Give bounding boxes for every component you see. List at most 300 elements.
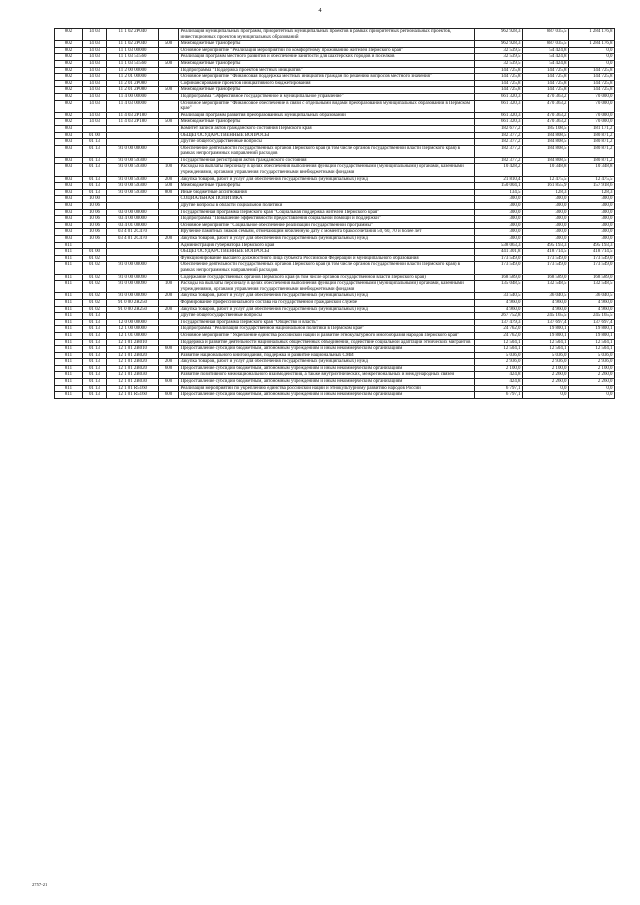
amount-year2-cell: 245 165,5 <box>523 313 569 320</box>
amount-year1-cell: 267 752,8 <box>475 313 523 320</box>
table-row <box>55 319 615 326</box>
table-row <box>55 262 615 274</box>
article-cell: 11 4 03 2P180 <box>107 112 159 119</box>
admin-code-cell: 811 <box>55 319 83 326</box>
description-cell: Межбюджетные трансферты <box>179 119 475 126</box>
expense-type-cell <box>159 47 179 54</box>
amount-year2-cell: 0,0 <box>523 392 569 399</box>
description-cell: ОБЩЕГОСУДАРСТВЕННЫЕ ВОПРОСЫ <box>179 132 475 139</box>
amount-year2-cell: 128,3 <box>523 189 569 196</box>
section-cell: 01 13 <box>83 339 107 346</box>
amount-year1-cell: 32 539,5 <box>475 54 523 61</box>
amount-year1-cell: 2 100,0 <box>475 365 523 372</box>
article-cell: 11 1 03 51560 <box>107 60 159 67</box>
amount-year1-cell: 10 428,2 <box>475 164 523 176</box>
amount-year3-cell: 70 000,0 <box>569 93 615 100</box>
description-cell: Подпрограмма "Реализация государственной национальной политики в Пермском крае" <box>179 326 475 333</box>
description-cell: Обеспечение деятельности государственных органов Пермского края (в том числе органов государственной власти Пермского края) в рамках непрограммных направлений расходов <box>179 145 475 157</box>
description-cell: Подпрограмма "Поддержка проектов местных инициатив" <box>179 67 475 74</box>
description-cell: ОБЩЕГОСУДАРСТВЕННЫЕ ВОПРОСЫ <box>179 249 475 256</box>
expense-type-cell <box>159 74 179 81</box>
description-cell: Реализация муниципальных программ, приоритетных муниципальных проектов в рамках приоритетных региональных проектов, инвестиционных проектов муниципальных образований <box>179 29 475 41</box>
admin-code-cell: 811 <box>55 255 83 262</box>
admin-code-cell: 811 <box>55 332 83 339</box>
amount-year2-cell: 168 589,0 <box>523 274 569 281</box>
table-row <box>55 80 615 87</box>
section-cell: 01 13 <box>83 157 107 164</box>
table-row <box>55 332 615 339</box>
admin-code-cell: 803 <box>55 157 83 164</box>
expense-type-cell <box>159 332 179 339</box>
article-cell: 91 0 00 59300 <box>107 176 159 183</box>
amount-year3-cell: 1 284 176,8 <box>569 29 615 41</box>
table-row <box>55 326 615 333</box>
amount-year3-cell: 300,0 <box>569 203 615 210</box>
expense-type-cell: 500 <box>159 60 179 67</box>
amount-year1-cell: 424,8 <box>475 372 523 379</box>
admin-code-cell: 811 <box>55 352 83 359</box>
table-row <box>55 281 615 293</box>
admin-code-cell: 803 <box>55 183 83 190</box>
admin-code-cell: 803 <box>55 145 83 157</box>
table-row <box>55 47 615 54</box>
article-cell: 12 1 00 00000 <box>107 326 159 333</box>
article-cell: 91 0 00 00000 <box>107 145 159 157</box>
admin-code-cell: 811 <box>55 379 83 386</box>
admin-code-cell: 803 <box>55 132 83 139</box>
amount-year3-cell: 300,0 <box>569 209 615 216</box>
description-cell: Вручение памятных знаков семьям, отмечающим юбилейную дату с момента бракосочетания 50, 60, 70 и более лет <box>179 229 475 236</box>
amount-year1-cell: 182 377,2 <box>475 139 523 146</box>
amount-year3-cell: 12 504,1 <box>569 346 615 353</box>
table-row <box>55 119 615 126</box>
amount-year3-cell: 19 800,1 <box>569 326 615 333</box>
article-cell: 91 0 00 00000 <box>107 262 159 274</box>
expense-type-cell <box>159 242 179 249</box>
amount-year3-cell: 181 171,2 <box>569 125 615 132</box>
description-cell: Комитет записи актов гражданского состояния Пермского края <box>179 125 475 132</box>
expense-type-cell: 200 <box>159 306 179 313</box>
amount-year2-cell: 132 548,5 <box>523 281 569 293</box>
amount-year3-cell: 144 725,8 <box>569 80 615 87</box>
amount-year2-cell: 144 725,8 <box>523 67 569 74</box>
amount-year3-cell: 19 800,1 <box>569 332 615 339</box>
table-row <box>55 145 615 157</box>
admin-code-cell: 811 <box>55 365 83 372</box>
amount-year1-cell: 168 589,0 <box>475 274 523 281</box>
table-row <box>55 222 615 229</box>
article-cell: 12 1 01 2B030 <box>107 372 159 379</box>
admin-code-cell: 811 <box>55 385 83 392</box>
description-cell: Администрация губернатора Пермского края <box>179 242 475 249</box>
amount-year1-cell: 182 377,2 <box>475 157 523 164</box>
amount-year3-cell: 0,0 <box>569 392 615 399</box>
article-cell: 11 1 02 2P040 <box>107 41 159 48</box>
description-cell: Закупка товаров, работ и услуг для обеспечения государственных (муниципальных) нужд <box>179 176 475 183</box>
admin-code-cell: 811 <box>55 249 83 256</box>
amount-year2-cell: 173 549,0 <box>523 262 569 274</box>
expense-type-cell: 200 <box>159 359 179 366</box>
amount-year1-cell: 300,0 <box>475 229 523 236</box>
budget-table <box>54 28 615 399</box>
amount-year3-cell: 2 260,0 <box>569 379 615 386</box>
table-row <box>55 189 615 196</box>
article-cell: 11 1 03 51560 <box>107 54 159 61</box>
amount-year1-cell: 2 936,0 <box>475 359 523 366</box>
description-cell: Другие общегосударственные вопросы <box>179 139 475 146</box>
section-cell: 10 06 <box>83 236 107 243</box>
admin-code-cell: 811 <box>55 306 83 313</box>
table-row <box>55 339 615 346</box>
section-cell: 01 13 <box>83 385 107 392</box>
amount-year1-cell: 962 928,3 <box>475 41 523 48</box>
article-cell <box>107 242 159 249</box>
description-cell: Закупка товаров, работ и услуг для обеспечения государственных (муниципальных) нужд <box>179 306 475 313</box>
amount-year1-cell: 173 549,0 <box>475 255 523 262</box>
expense-type-cell <box>159 145 179 157</box>
amount-year1-cell: 12 504,1 <box>475 346 523 353</box>
section-cell: 01 00 <box>83 249 107 256</box>
amount-year3-cell: 70 000,0 <box>569 112 615 119</box>
admin-code-cell: 811 <box>55 372 83 379</box>
description-cell: Подпрограмма "Повышение эффективности предоставления социальной помощи и поддержки" <box>179 216 475 223</box>
amount-year2-cell: 4 960,0 <box>523 299 569 306</box>
expense-type-cell: 200 <box>159 176 179 183</box>
table-row <box>55 385 615 392</box>
table-row <box>55 346 615 353</box>
article-cell <box>107 255 159 262</box>
amount-year1-cell: 135 048,5 <box>475 281 523 293</box>
expense-type-cell <box>159 262 179 274</box>
amount-year2-cell: 12 504,1 <box>523 339 569 346</box>
amount-year2-cell: 300,0 <box>523 196 569 203</box>
description-cell: Межбюджетные трансферты <box>179 41 475 48</box>
amount-year3-cell: 2 100,0 <box>569 365 615 372</box>
expense-type-cell <box>159 54 179 61</box>
section-cell: 01 02 <box>83 274 107 281</box>
amount-year3-cell: 173 549,0 <box>569 255 615 262</box>
amount-year1-cell: 12 504,1 <box>475 339 523 346</box>
expense-type-cell <box>159 203 179 210</box>
amount-year3-cell: 0,0 <box>569 47 615 54</box>
section-cell: 14 03 <box>83 87 107 94</box>
table-row <box>55 274 615 281</box>
expense-type-cell <box>159 299 179 306</box>
article-cell: 11 1 02 2P040 <box>107 29 159 41</box>
admin-code-cell: 803 <box>55 176 83 183</box>
expense-type-cell: 200 <box>159 236 179 243</box>
amount-year2-cell: 300,0 <box>523 203 569 210</box>
section-cell: 01 13 <box>83 365 107 372</box>
amount-year2-cell: 300,0 <box>523 216 569 223</box>
article-cell: 11 1 03 00000 <box>107 47 159 54</box>
amount-year1-cell: 32 539,5 <box>475 47 523 54</box>
description-cell: Обеспечение деятельности государственных органов Пермского края (в том числе органов государственной власти Пермского края) в рамках непрограммных направлений расходов <box>179 262 475 274</box>
section-cell: 01 13 <box>83 332 107 339</box>
table-row <box>55 93 615 100</box>
table-row <box>55 87 615 94</box>
expense-type-cell: 600 <box>159 379 179 386</box>
section-cell: 14 03 <box>83 119 107 126</box>
section-cell: 14 03 <box>83 100 107 112</box>
description-cell: Межбюджетные трансферты <box>179 60 475 67</box>
amount-year3-cell: 70 000,0 <box>569 119 615 126</box>
admin-code-cell: 803 <box>55 125 83 132</box>
amount-year3-cell: 144 725,8 <box>569 67 615 74</box>
amount-year1-cell: 144 725,8 <box>475 67 523 74</box>
amount-year3-cell: 300,0 <box>569 236 615 243</box>
expense-type-cell <box>159 209 179 216</box>
article-cell: 11 4 00 00000 <box>107 93 159 100</box>
table-row <box>55 164 615 176</box>
amount-year1-cell: 150 004,1 <box>475 183 523 190</box>
expense-type-cell: 800 <box>159 189 179 196</box>
amount-year1-cell: 32 539,5 <box>475 60 523 67</box>
amount-year1-cell: 300,0 <box>475 236 523 243</box>
table-row <box>55 74 615 81</box>
amount-year3-cell: 180 871,2 <box>569 157 615 164</box>
admin-code-cell: 803 <box>55 164 83 176</box>
article-cell: 11 2 01 2P080 <box>107 87 159 94</box>
section-cell: 14 03 <box>83 29 107 41</box>
description-cell: Основное мероприятие "Финансовая поддержка местных инициатив граждан по решению вопросов местного значения" <box>179 74 475 81</box>
article-cell: 91 0 00 2R250 <box>107 299 159 306</box>
amount-year1-cell: 144 725,8 <box>475 74 523 81</box>
table-row <box>55 372 615 379</box>
article-cell: 03 4 00 00000 <box>107 216 159 223</box>
amount-year1-cell: 300,0 <box>475 222 523 229</box>
amount-year1-cell: 300,0 <box>475 216 523 223</box>
expense-type-cell <box>159 255 179 262</box>
section-cell: 01 13 <box>83 183 107 190</box>
amount-year2-cell: 12 504,1 <box>523 346 569 353</box>
description-cell: Реализация мероприятий по укреплению единства российской нации и этнокультурному развитию народов России <box>179 385 475 392</box>
amount-year2-cell: 0,0 <box>523 385 569 392</box>
article-cell: 12 1 01 2B020 <box>107 352 159 359</box>
description-cell: Развитие национального книгоиздания, поддержка и развитие национальных СМИ <box>179 352 475 359</box>
amount-year2-cell: 495 193,3 <box>523 242 569 249</box>
amount-year3-cell: 0,0 <box>569 60 615 67</box>
article-cell: 12 1 01 00000 <box>107 332 159 339</box>
amount-year1-cell: 137 479,3 <box>475 319 523 326</box>
amount-year1-cell: 661 320,3 <box>475 119 523 126</box>
article-cell <box>107 249 159 256</box>
expense-type-cell <box>159 157 179 164</box>
table-row <box>55 54 615 61</box>
description-cell: Подпрограмма "Эффективное государственное и муниципальное управление" <box>179 93 475 100</box>
table-row <box>55 125 615 132</box>
description-cell: Основное мероприятие "Укрепление единства российской нации и развитие этнокультурного многообразия народов Пермского края" <box>179 332 475 339</box>
amount-year2-cell: 184 808,5 <box>523 139 569 146</box>
amount-year2-cell: 184 808,5 <box>523 145 569 157</box>
article-cell: 03 4 01 00000 <box>107 222 159 229</box>
amount-year3-cell: 128,3 <box>569 189 615 196</box>
amount-year2-cell: 300,0 <box>523 229 569 236</box>
admin-code-cell: 811 <box>55 392 83 399</box>
expense-type-cell: 100 <box>159 164 179 176</box>
table-row <box>55 183 615 190</box>
article-cell: 12 1 01 2B010 <box>107 346 159 353</box>
description-cell: Основное мероприятие "Социальное обеспечение реализации государственной программы" <box>179 222 475 229</box>
section-cell: 01 13 <box>83 359 107 366</box>
article-cell <box>107 139 159 146</box>
description-cell: Другие вопросы в области социальной политики <box>179 203 475 210</box>
amount-year3-cell: 5 036,0 <box>569 352 615 359</box>
amount-year3-cell: 157 918,6 <box>569 183 615 190</box>
amount-year3-cell: 300,0 <box>569 229 615 236</box>
amount-year2-cell: 10 348,8 <box>523 164 569 176</box>
expense-type-cell <box>159 229 179 236</box>
table-row <box>55 249 615 256</box>
article-cell: 03 4 01 2C470 <box>107 236 159 243</box>
table-row <box>55 293 615 300</box>
amount-year1-cell: 173 549,0 <box>475 262 523 274</box>
table-row <box>55 242 615 249</box>
description-cell: Расходы на выплаты персоналу в целях обеспечения выполнения функций государственными (муниципальными) органами, казенными учреждениями, органами управления государственными внебюджетными фондами <box>179 281 475 293</box>
section-cell: 01 13 <box>83 189 107 196</box>
amount-year1-cell: 661 320,3 <box>475 112 523 119</box>
amount-year1-cell: 661 320,3 <box>475 100 523 112</box>
article-cell: 12 0 00 00000 <box>107 319 159 326</box>
expense-type-cell <box>159 139 179 146</box>
amount-year2-cell: 54 424,8 <box>523 47 569 54</box>
article-cell <box>107 313 159 320</box>
description-cell: Межбюджетные трансферты <box>179 183 475 190</box>
table-row <box>55 157 615 164</box>
amount-year2-cell: 887 035,5 <box>523 41 569 48</box>
amount-year2-cell: 144 725,8 <box>523 80 569 87</box>
section-cell: 14 03 <box>83 60 107 67</box>
section-cell: 14 03 <box>83 41 107 48</box>
admin-code-cell: 802 <box>55 87 83 94</box>
admin-code-cell: 802 <box>55 60 83 67</box>
expense-type-cell <box>159 249 179 256</box>
amount-year1-cell: 424,8 <box>475 379 523 386</box>
section-cell: 14 03 <box>83 47 107 54</box>
amount-year3-cell: 12 504,1 <box>569 339 615 346</box>
amount-year3-cell: 137 697,4 <box>569 319 615 326</box>
description-cell: СОЦИАЛЬНАЯ ПОЛИТИКА <box>179 196 475 203</box>
article-cell: 91 0 00 2R250 <box>107 306 159 313</box>
amount-year2-cell: 2 260,0 <box>523 379 569 386</box>
description-cell: Софинансирование проектов инициативного бюджетирования <box>179 80 475 87</box>
table-row <box>55 67 615 74</box>
description-cell: Формирование профессионального состава на государственной гражданской службе <box>179 299 475 306</box>
expense-type-cell: 600 <box>159 365 179 372</box>
expense-type-cell: 600 <box>159 392 179 399</box>
description-cell: Развитие позитивного межнационального взаимодействия, а также внутриэтнических, межрегиональных и международных связей <box>179 372 475 379</box>
description-cell: Основное мероприятие "Реализация мероприятий по комфортному проживанию жителей Пермского края" <box>179 47 475 54</box>
table-row <box>55 255 615 262</box>
article-cell: 11 2 01 00000 <box>107 74 159 81</box>
admin-code-cell: 803 <box>55 196 83 203</box>
section-cell: 14 03 <box>83 74 107 81</box>
admin-code-cell: 802 <box>55 41 83 48</box>
admin-code-cell: 803 <box>55 216 83 223</box>
amount-year1-cell: 5 036,0 <box>475 352 523 359</box>
table-row <box>55 176 615 183</box>
amount-year1-cell: 6 797,1 <box>475 392 523 399</box>
amount-year2-cell: 144 725,8 <box>523 74 569 81</box>
article-cell: 11 2 01 2P080 <box>107 80 159 87</box>
amount-year1-cell: 182 377,2 <box>475 132 523 139</box>
description-cell: Содержание государственных органов Пермского края (в том числе органов государственной власти Пермского края) <box>179 274 475 281</box>
table-row <box>55 41 615 48</box>
article-cell: 91 0 00 59300 <box>107 183 159 190</box>
amount-year3-cell: 180 871,2 <box>569 132 615 139</box>
section-cell: 01 13 <box>83 326 107 333</box>
article-cell <box>107 196 159 203</box>
description-cell: Реализация программ местного развития и обеспечение занятости для шахтерских городов и поселков <box>179 54 475 61</box>
amount-year2-cell: 54 424,8 <box>523 54 569 61</box>
section-cell: 10 00 <box>83 196 107 203</box>
article-cell: 91 0 00 59300 <box>107 157 159 164</box>
admin-code-cell: 802 <box>55 67 83 74</box>
amount-year3-cell: 168 589,0 <box>569 274 615 281</box>
expense-type-cell <box>159 216 179 223</box>
admin-code-cell: 811 <box>55 326 83 333</box>
description-cell: Межбюджетные трансферты <box>179 87 475 94</box>
article-cell: 12 1 01 2B030 <box>107 379 159 386</box>
table-row <box>55 196 615 203</box>
amount-year1-cell: 441 301,8 <box>475 249 523 256</box>
admin-code-cell: 803 <box>55 222 83 229</box>
amount-year3-cell: 2 260,0 <box>569 372 615 379</box>
expense-type-cell: 500 <box>159 119 179 126</box>
amount-year3-cell: 144 725,8 <box>569 74 615 81</box>
article-cell: 11 4 03 00000 <box>107 100 159 112</box>
section-cell: 10 06 <box>83 216 107 223</box>
table-row <box>55 112 615 119</box>
amount-year2-cell: 2 936,0 <box>523 359 569 366</box>
table-row <box>55 203 615 210</box>
page-number: 4 <box>318 7 322 14</box>
amount-year3-cell: 300,0 <box>569 216 615 223</box>
admin-code-cell: 802 <box>55 29 83 41</box>
expense-type-cell: 500 <box>159 87 179 94</box>
section-cell: 01 13 <box>83 352 107 359</box>
article-cell <box>107 125 159 132</box>
description-cell: Иные бюджетные ассигнования <box>179 189 475 196</box>
amount-year2-cell: 144 725,8 <box>523 87 569 94</box>
expense-type-cell <box>159 339 179 346</box>
description-cell: Поддержка и развитие деятельности национальных общественных объединений, содействие социальной адаптации этнических мигрантов <box>179 339 475 346</box>
description-cell: Закупка товаров, работ и услуг для обеспечения государственных (муниципальных) нужд <box>179 359 475 366</box>
amount-year3-cell: 300,0 <box>569 196 615 203</box>
section-cell: 01 13 <box>83 313 107 320</box>
section-cell: 14 03 <box>83 93 107 100</box>
article-cell: 11 4 03 2P180 <box>107 119 159 126</box>
expense-type-cell: 200 <box>159 293 179 300</box>
expense-type-cell: 600 <box>159 346 179 353</box>
footer-code: 2757-21 <box>32 882 48 887</box>
table-row <box>55 209 615 216</box>
table-row <box>55 29 615 41</box>
section-cell: 01 02 <box>83 281 107 293</box>
expense-type-cell <box>159 29 179 41</box>
amount-year1-cell: 6 797,1 <box>475 385 523 392</box>
admin-code-cell: 802 <box>55 93 83 100</box>
section-cell <box>83 125 107 132</box>
article-cell: 91 0 00 00090 <box>107 293 159 300</box>
section-cell: 01 02 <box>83 293 107 300</box>
amount-year2-cell: 184 808,5 <box>523 132 569 139</box>
table-row <box>55 216 615 223</box>
article-cell <box>107 132 159 139</box>
amount-year2-cell: 173 549,0 <box>523 255 569 262</box>
amount-year3-cell: 4 960,0 <box>569 299 615 306</box>
amount-year1-cell: 24 762,0 <box>475 332 523 339</box>
